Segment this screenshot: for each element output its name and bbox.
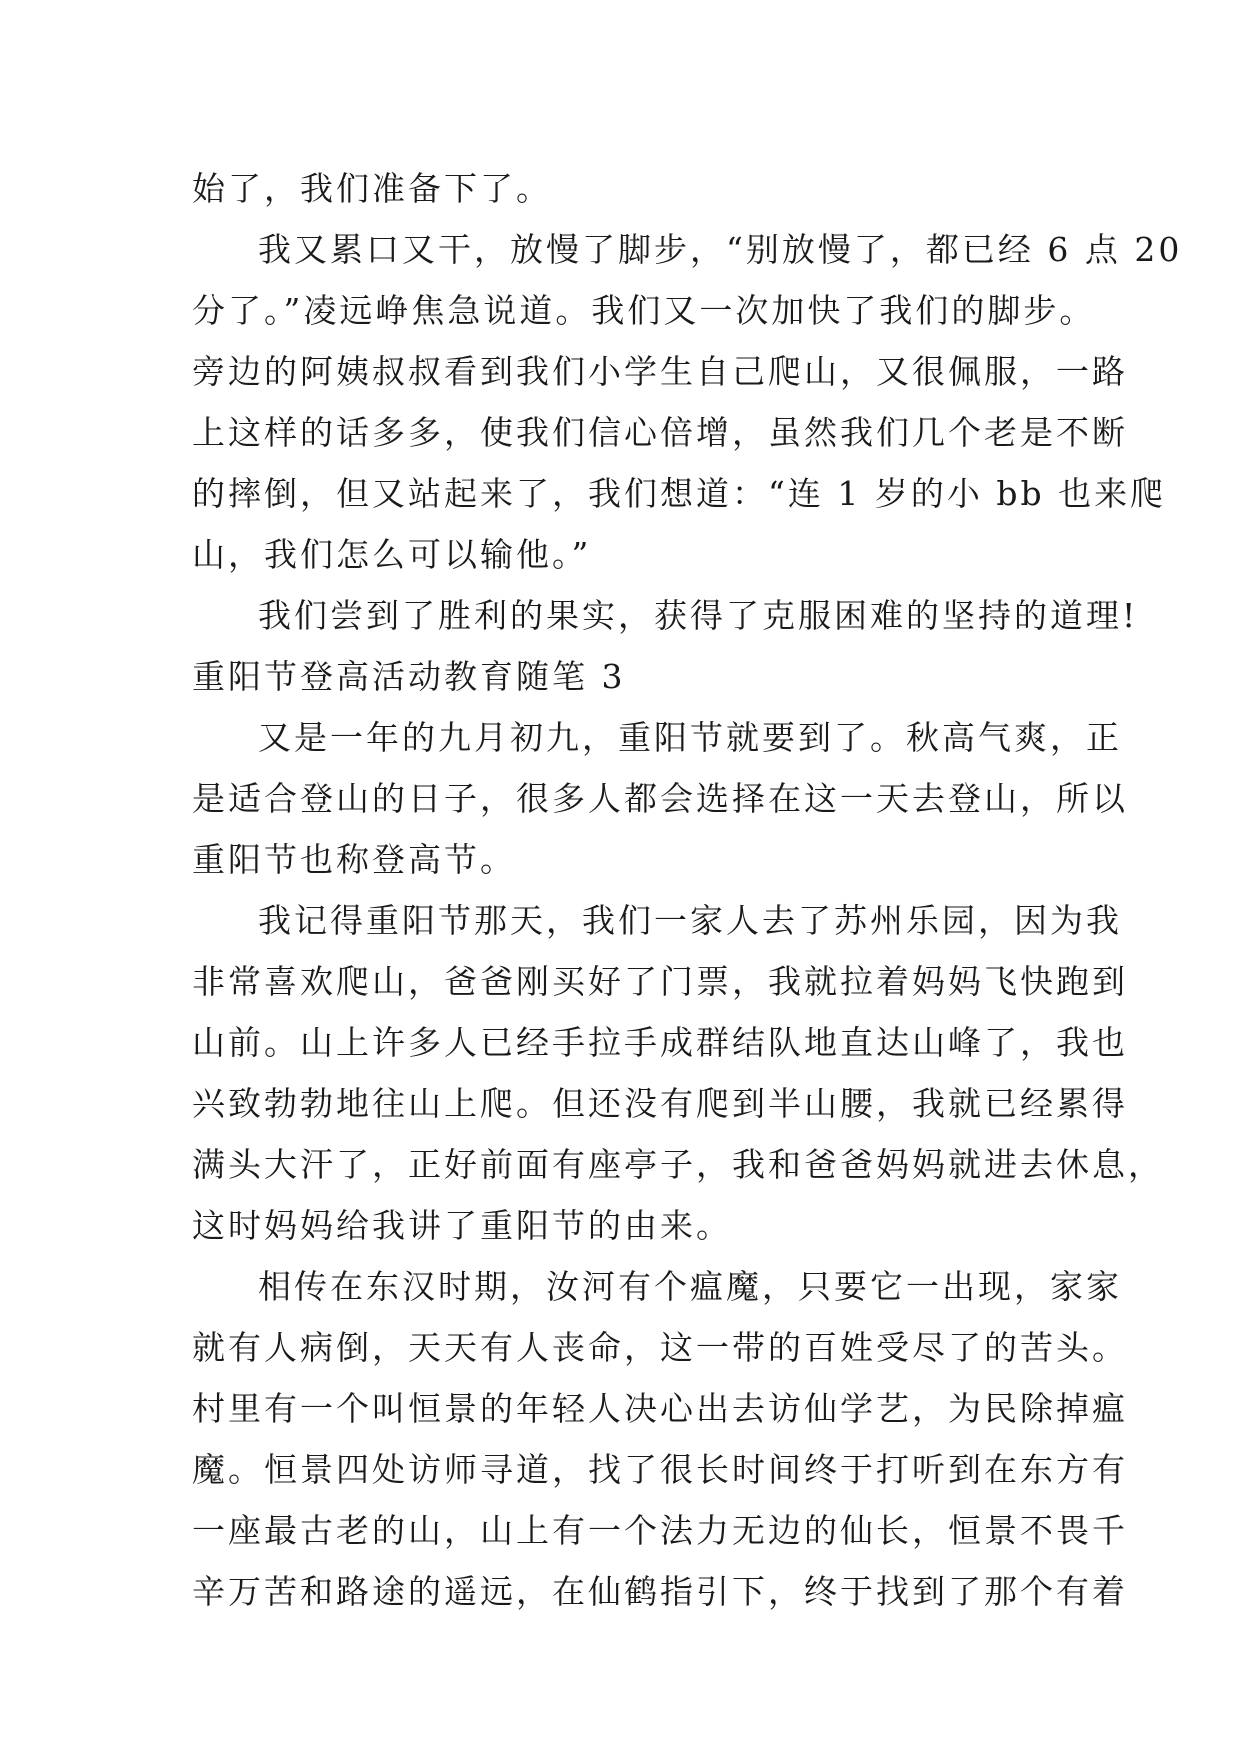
text-line: 是适合登山的日子，很多人都会选择在这一天去登山，所以: [192, 779, 1128, 818]
text-line: 重阳节登高活动教育随笔 3: [192, 657, 626, 696]
text-line: 这时妈妈给我讲了重阳节的由来。: [192, 1206, 732, 1245]
text-line: 魔。恒景四处访师寻道，找了很长时间终于打听到在东方有: [192, 1450, 1128, 1489]
text-line: 我们尝到了胜利的果实，获得了克服困难的坚持的道理!: [258, 596, 1139, 635]
text-line: 村里有一个叫恒景的年轻人决心出去访仙学艺，为民除掉瘟: [192, 1389, 1128, 1428]
text-line: 我记得重阳节那天，我们一家人去了苏州乐园，因为我: [258, 901, 1122, 940]
text-line: 一座最古老的山，山上有一个法力无边的仙长，恒景不畏千: [192, 1511, 1128, 1550]
text-line: 辛万苦和路途的遥远，在仙鹤指引下，终于找到了那个有着: [192, 1572, 1128, 1611]
text-line: 旁边的阿姨叔叔看到我们小学生自己爬山，又很佩服，一路: [192, 352, 1128, 391]
text-line: 上这样的话多多，使我们信心倍增，虽然我们几个老是不断: [192, 413, 1128, 452]
text-line: 相传在东汉时期，汝河有个瘟魔，只要它一出现，家家: [258, 1267, 1122, 1306]
text-line: 满头大汗了，正好前面有座亭子，我和爸爸妈妈就进去休息，: [192, 1145, 1164, 1184]
text-line: 非常喜欢爬山，爸爸刚买好了门票，我就拉着妈妈飞快跑到: [192, 962, 1128, 1001]
text-line: 山，我们怎么可以输他。”: [192, 535, 592, 574]
text-line: 山前。山上许多人已经手拉手成群结队地直达山峰了，我也: [192, 1023, 1128, 1062]
text-line: 就有人病倒，天天有人丧命，这一带的百姓受尽了的苦头。: [192, 1328, 1128, 1367]
document-body: [192, 158, 1183, 1622]
text-line: 兴致勃勃地往山上爬。但还没有爬到半山腰，我就已经累得: [192, 1084, 1128, 1123]
text-line: 始了，我们准备下了。: [192, 169, 552, 208]
text-line: 又是一年的九月初九，重阳节就要到了。秋高气爽，正: [258, 718, 1122, 757]
text-line: 的摔倒，但又站起来了，我们想道：“连 1 岁的小 bb 也来爬: [192, 474, 1167, 513]
text-line: 我又累口又干，放慢了脚步，“别放慢了，都已经 6 点 20: [258, 230, 1183, 269]
text-line: 分了。”凌远峥焦急说道。我们又一次加快了我们的脚步。: [192, 291, 1096, 330]
text-line: 重阳节也称登高节。: [192, 840, 516, 879]
